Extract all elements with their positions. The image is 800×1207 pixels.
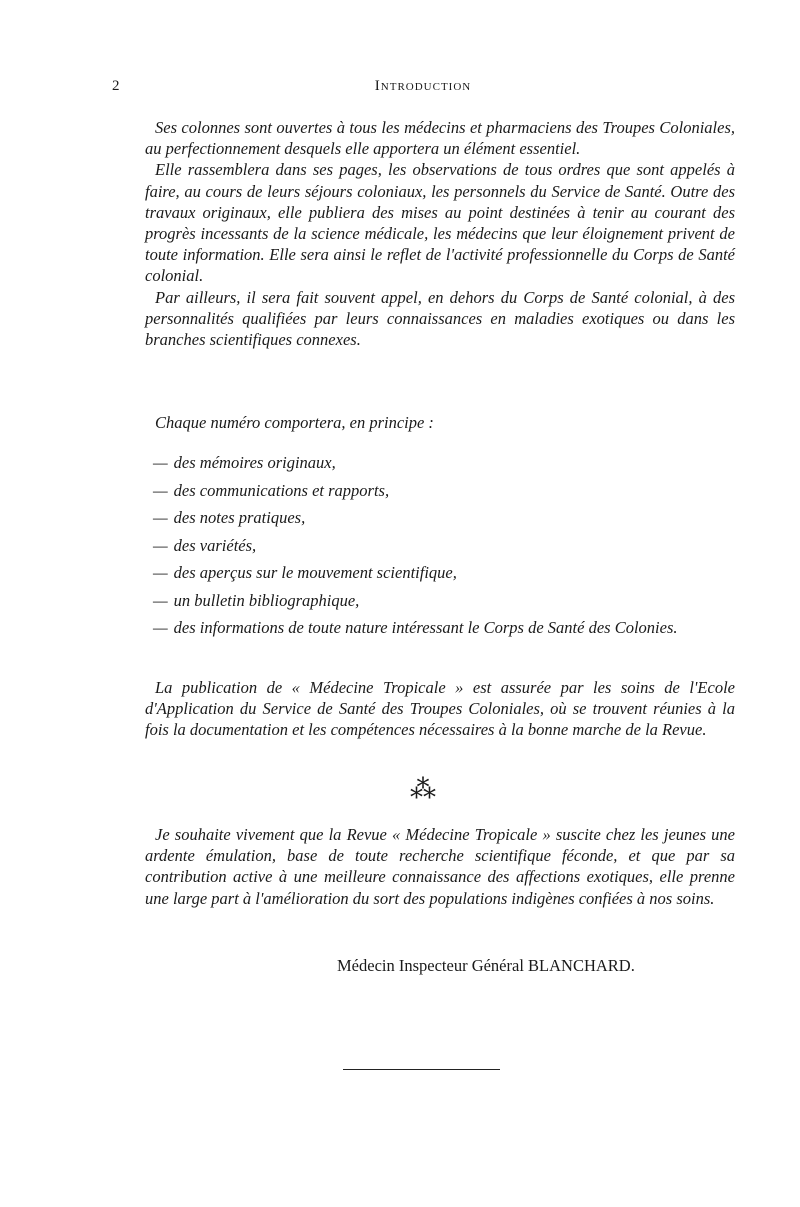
signature: Médecin Inspecteur Général BLANCHARD. [337, 956, 635, 975]
closing-rule [343, 1069, 500, 1070]
list-dash: — [153, 590, 168, 610]
list-dash: — [153, 563, 168, 582]
page-header [112, 78, 734, 98]
paragraph-columns: Ses colonnes sont ouvertes à tous les médecins et pharmaciens des Troupes Coloniales, au perfectionnement desquels elle apportera un élément essentiel. [145, 118, 735, 159]
list-item: — des communications et rapports, [153, 480, 390, 500]
list-dash: — [153, 453, 168, 472]
paragraph-publication: La publication de « Médecine Tropicale » est assurée par les soins de l'Ecole d'Application du Service de Santé des Troupes Coloniales, où se trouvent réunies à la fois la documentation et les compétences nécessaires à la bonne marche de la Revue. [145, 678, 735, 740]
plan-intro: Chaque numéro comportera, en principe : [155, 413, 434, 432]
running-head: Introduction [374, 78, 472, 94]
list-item: — des mémoires originaux, [153, 453, 336, 472]
list-dash: — [153, 508, 168, 527]
paragraph-content: Elle rassemblera dans ses pages, les observations de tous ordres que sont appelés à faire, au cours de leurs séjours coloniaux, les personnels du Service de Santé. Outre des travaux originaux, elle publiera des mises au point destinées à tenir au courant des progrès incessants de la science médicale, les médecins que leur éloignement privent de toute information. Elle sera ainsi le reflet de l'activité professionnelle du Corps de Santé colonial. [145, 160, 735, 286]
list-item: — des variétés, [153, 535, 257, 555]
page-number: 2 [112, 78, 120, 94]
list-dash: — [153, 480, 168, 500]
intro-block [145, 117, 735, 350]
asterism-separator: ⁂ [410, 775, 436, 804]
list-item: — un bulletin bibliographique, [153, 590, 360, 610]
plan-list [145, 452, 735, 645]
list-dash: — [153, 535, 168, 555]
list-item: — des notes pratiques, [153, 508, 306, 527]
list-dash: — [153, 618, 168, 637]
list-item: — des aperçus sur le mouvement scientifique, [153, 563, 457, 582]
paragraph-external: Par ailleurs, il sera fait souvent appel, en dehors du Corps de Santé colonial, à des personnalités qualifiées par leurs connaissances en maladies exotiques ou dans les branches scientifiques connexes. [145, 287, 735, 350]
list-item: — des informations de toute nature intéressant le Corps de Santé des Colonies. [153, 618, 678, 637]
paragraph-wish: Je souhaite vivement que la Revue « Médecine Tropicale » suscite chez les jeunes une ardente émulation, base de toute recherche scientifique féconde, et que par sa contribution active à une meilleure connaissance des affections exotiques, elle prenne une large part à l'amélioration du sort des populations indigènes confiées à nos soins. [145, 825, 735, 908]
